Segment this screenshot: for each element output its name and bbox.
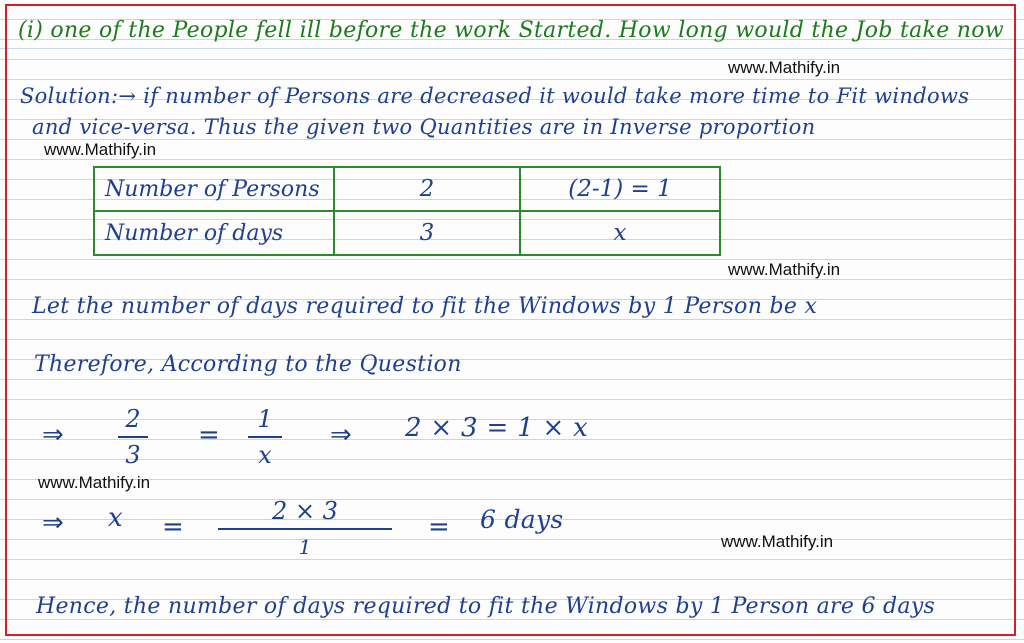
denominator: 1 xyxy=(298,535,312,559)
fraction-bar xyxy=(248,436,282,438)
implies-arrow: ⇒ xyxy=(42,508,64,538)
equation-2-result: 6 days xyxy=(480,505,564,534)
watermark: www.Mathify.in xyxy=(44,140,157,159)
equals-sign: = xyxy=(198,420,220,450)
table-row xyxy=(94,167,720,211)
implies-arrow: ⇒ xyxy=(330,420,352,450)
therefore-line: Therefore, According to the Question xyxy=(34,352,462,377)
variable-x: x xyxy=(108,503,123,533)
fraction-2-over-3 xyxy=(118,404,148,470)
numerator: 1 xyxy=(257,405,273,433)
equals-sign: = xyxy=(162,512,184,542)
table-cell: x xyxy=(520,211,720,255)
solution-line-2: and vice-versa. Thus the given two Quantities are in Inverse proportion xyxy=(32,115,816,139)
watermark: www.Mathify.in xyxy=(728,260,841,279)
proportion-table xyxy=(93,166,721,256)
numerator: 2 × 3 xyxy=(272,497,338,525)
implies-arrow: ⇒ xyxy=(42,420,64,450)
fraction-bar xyxy=(118,436,148,438)
equation-1-result: 2 × 3 = 1 × x xyxy=(405,413,589,443)
table-cell: 2 xyxy=(334,167,520,211)
let-statement: Let the number of days required to fit the Windows by 1 Person be x xyxy=(32,294,818,319)
question-text: (i) one of the People fell ill before the work Started. How long would the Job take now xyxy=(18,18,1004,43)
watermark: www.Mathify.in xyxy=(728,58,841,77)
fraction-2x3-over-1 xyxy=(218,496,392,562)
conclusion-text: Hence, the number of days required to fit the Windows by 1 Person are 6 days xyxy=(36,594,936,619)
table-row xyxy=(94,211,720,255)
equals-sign: = xyxy=(428,512,450,542)
solution-line-1: Solution:→ if number of Persons are decreased it would take more time to Fit windows xyxy=(20,84,970,108)
table-cell: Number of Persons xyxy=(94,167,334,211)
numerator: 2 xyxy=(125,405,141,433)
denominator: 3 xyxy=(125,441,141,469)
fraction-bar xyxy=(218,528,392,530)
table-cell: (2-1) = 1 xyxy=(520,167,720,211)
fraction-1-over-x xyxy=(248,404,282,470)
watermark: www.Mathify.in xyxy=(38,473,151,492)
table-cell: Number of days xyxy=(94,211,334,255)
table-cell: 3 xyxy=(334,211,520,255)
denominator: x xyxy=(258,441,272,469)
watermark: www.Mathify.in xyxy=(721,532,834,551)
